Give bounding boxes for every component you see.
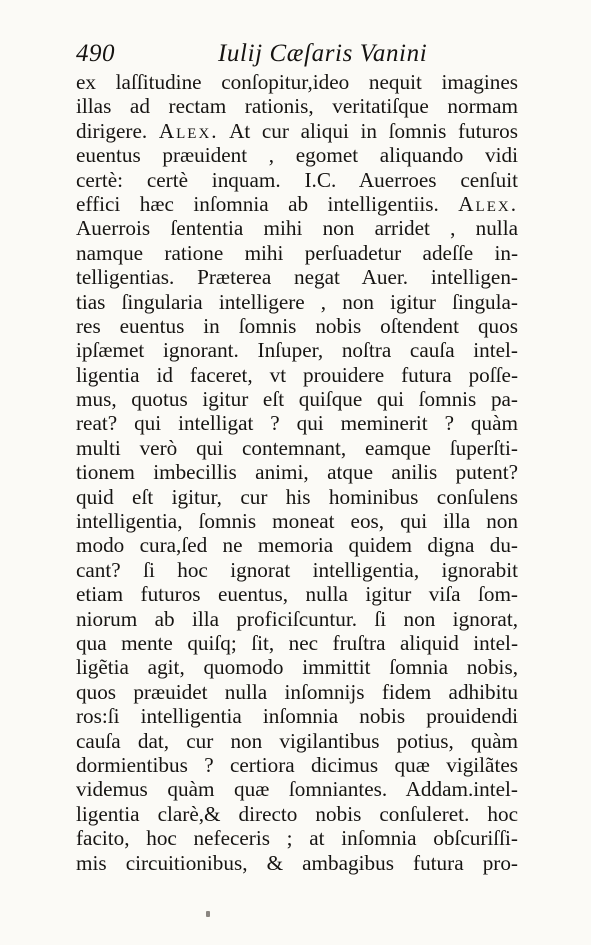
page-header: [76, 40, 516, 74]
text-line: quid eſt igitur, cur his hominibus conſulens: [76, 484, 518, 509]
text-line: intelligentia, ſomnis moneat eos, qui illa non: [76, 509, 518, 534]
text-line: tionem imbecillis animi, atque anilis putent?: [76, 460, 518, 485]
text-line: ex laſſitudine conſopitur,ideo nequit imagines: [76, 70, 518, 94]
text-line: etiam futuros euentus, nulla igitur viſa ſom-: [76, 582, 518, 607]
text-line: mis circuitionibus, & ambagibus futura pro-: [76, 850, 518, 875]
text-line: ligẽtia agit, quomodo immittit ſomnia nobis,: [76, 655, 518, 680]
text-line: ipſæmet ignorant. Inſuper, noſtra cauſa intel-: [76, 338, 518, 363]
text-line: ros:ſi intelligentia inſomnia nobis prouidendi: [76, 704, 518, 729]
text-line: effici hæc inſomnia ab intelligentiis. Alex.: [76, 191, 518, 216]
text-line: dirigere. Alex. At cur aliqui in ſomnis futuros: [76, 118, 518, 143]
running-head: Iulij Cæſaris Vanini: [218, 40, 428, 67]
text-line: namque ratione mihi perſuadetur adeſſe in-: [76, 240, 518, 265]
text-line: facito, hoc nefeceris ; at inſomnia obſcuriſſi-: [76, 826, 518, 851]
text-line: cant? ſi hoc ignorat intelligentia, ignorabit: [76, 557, 518, 582]
text-line: euentus præuident , egomet aliquando vidi: [76, 143, 518, 168]
text-line: reat? qui intelligat ? qui meminerit ? quàm: [76, 411, 518, 436]
text-line: tias ſingularia intelligere , non igitur ſingula-: [76, 289, 518, 314]
text-line: illas ad rectam rationis, veritatiſque normam: [76, 94, 518, 119]
text-line: modo cura,ſed ne memoria quidem digna du-: [76, 533, 518, 558]
text-line: ligentia id faceret, vt prouidere futura poſſe-: [76, 362, 518, 387]
text-line: niorum ab illa proficiſcuntur. ſi non ignorat,: [76, 606, 518, 631]
text-line: qua mente quiſq; ſit, nec fruſtra aliquid intel-: [76, 630, 518, 655]
text-line: certè: certè inquam. I.C. Auerroes cenſuit: [76, 167, 518, 192]
text-line: ligentia clarè,& directo nobis conſuleret. hoc: [76, 801, 518, 826]
text-line: quos præuidet nulla inſomnijs fidem adhibitu: [76, 679, 518, 704]
page-speck: [206, 911, 210, 917]
text-line: cauſa dat, cur non vigilantibus potius, quàm: [76, 728, 518, 753]
text-line: res euentus in ſomnis nobis oſtendent quos: [76, 313, 518, 338]
page-number: 490: [76, 40, 115, 67]
text-line: telligentias. Præterea negat Auer. intelligen-: [76, 265, 518, 290]
text-line: videmus quàm quæ ſomniantes. Addam.intel-: [76, 777, 518, 802]
text-line: dormientibus ? certiora dicimus quæ vigilãtes: [76, 752, 518, 777]
text-line: multi verò qui contemnant, eamque ſuperſti-: [76, 435, 518, 460]
body-text: [76, 70, 518, 875]
text-line: mus, quotus igitur eſt quiſque qui ſomnis pa-: [76, 387, 518, 412]
text-line: Auerrois ſententia mihi non arridet , nulla: [76, 216, 518, 241]
